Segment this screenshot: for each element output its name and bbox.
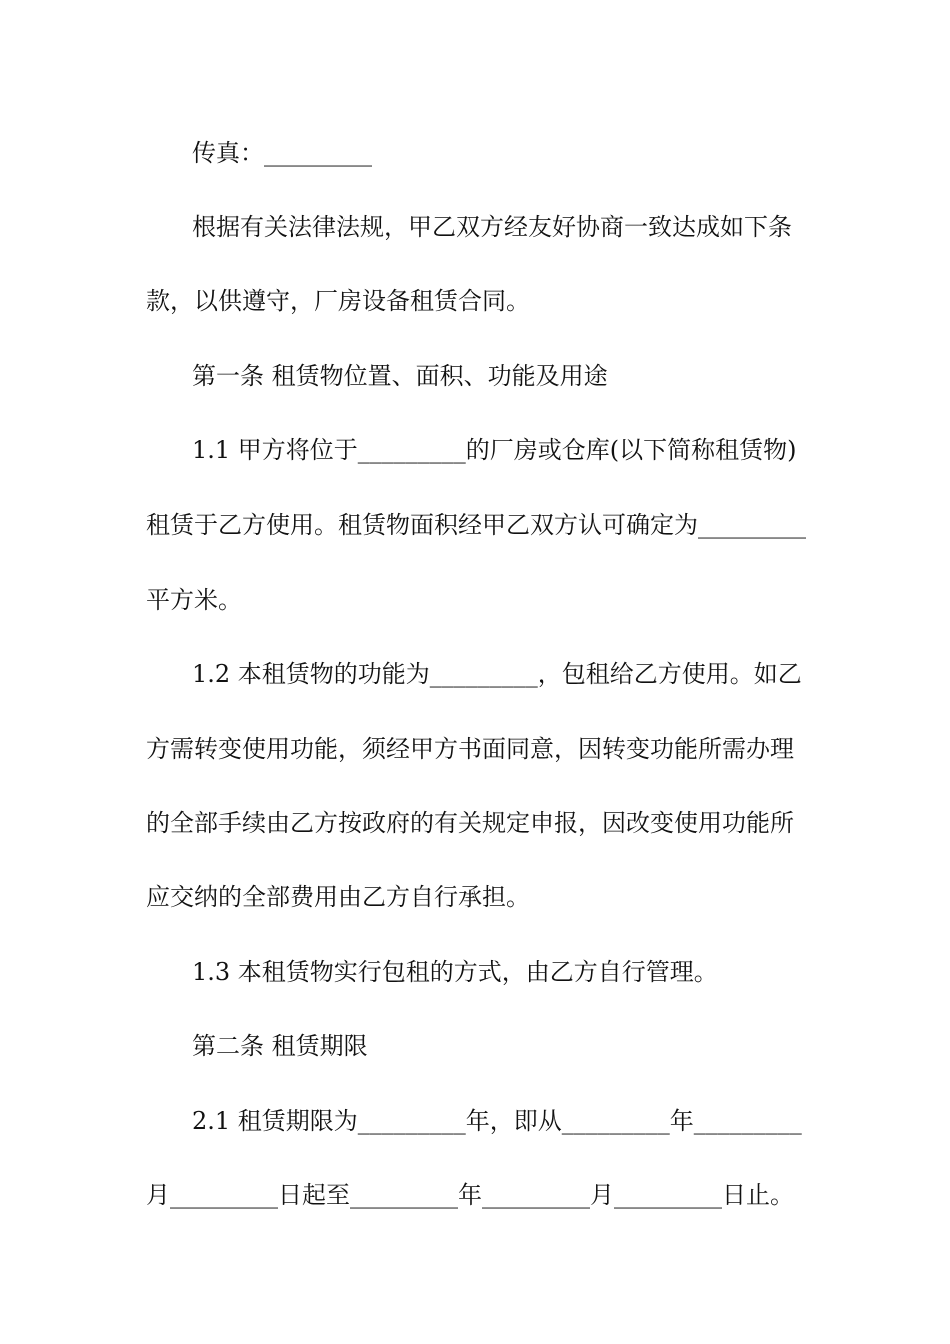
article-heading: 第一条 租赁物位置、面积、功能及用途	[192, 362, 608, 390]
paragraph-line: 租赁于乙方使用。租赁物面积经甲乙双方认可确定为_________	[146, 511, 806, 539]
paragraph-line: 1.2 本租赁物的功能为_________，包租给乙方使用。如乙	[192, 660, 802, 688]
paragraph-line: 方需转变使用功能，须经甲方书面同意，因转变功能所需办理	[146, 735, 794, 763]
paragraph-line: 月_________日起至_________年_________月_________日止。	[146, 1181, 794, 1209]
paragraph-line: 的全部手续由乙方按政府的有关规定申报，因改变使用功能所	[146, 809, 794, 837]
paragraph-line: 2.1 租赁期限为_________年，即从_________年_________	[192, 1107, 802, 1135]
paragraph-line: 1.3 本租赁物实行包租的方式，由乙方自行管理。	[192, 958, 718, 986]
paragraph-line: 款，以供遵守，厂房设备租赁合同。	[146, 287, 530, 315]
fax-line: 传真：_________	[192, 139, 372, 167]
article-heading: 第二条 租赁期限	[192, 1032, 368, 1060]
paragraph-line: 平方米。	[146, 586, 242, 614]
paragraph-line: 应交纳的全部费用由乙方自行承担。	[146, 883, 530, 911]
paragraph-line: 根据有关法律法规，甲乙双方经友好协商一致达成如下条	[192, 213, 792, 241]
paragraph-line: 1.1 甲方将位于_________的厂房或仓库(以下简称租赁物)	[192, 436, 797, 464]
